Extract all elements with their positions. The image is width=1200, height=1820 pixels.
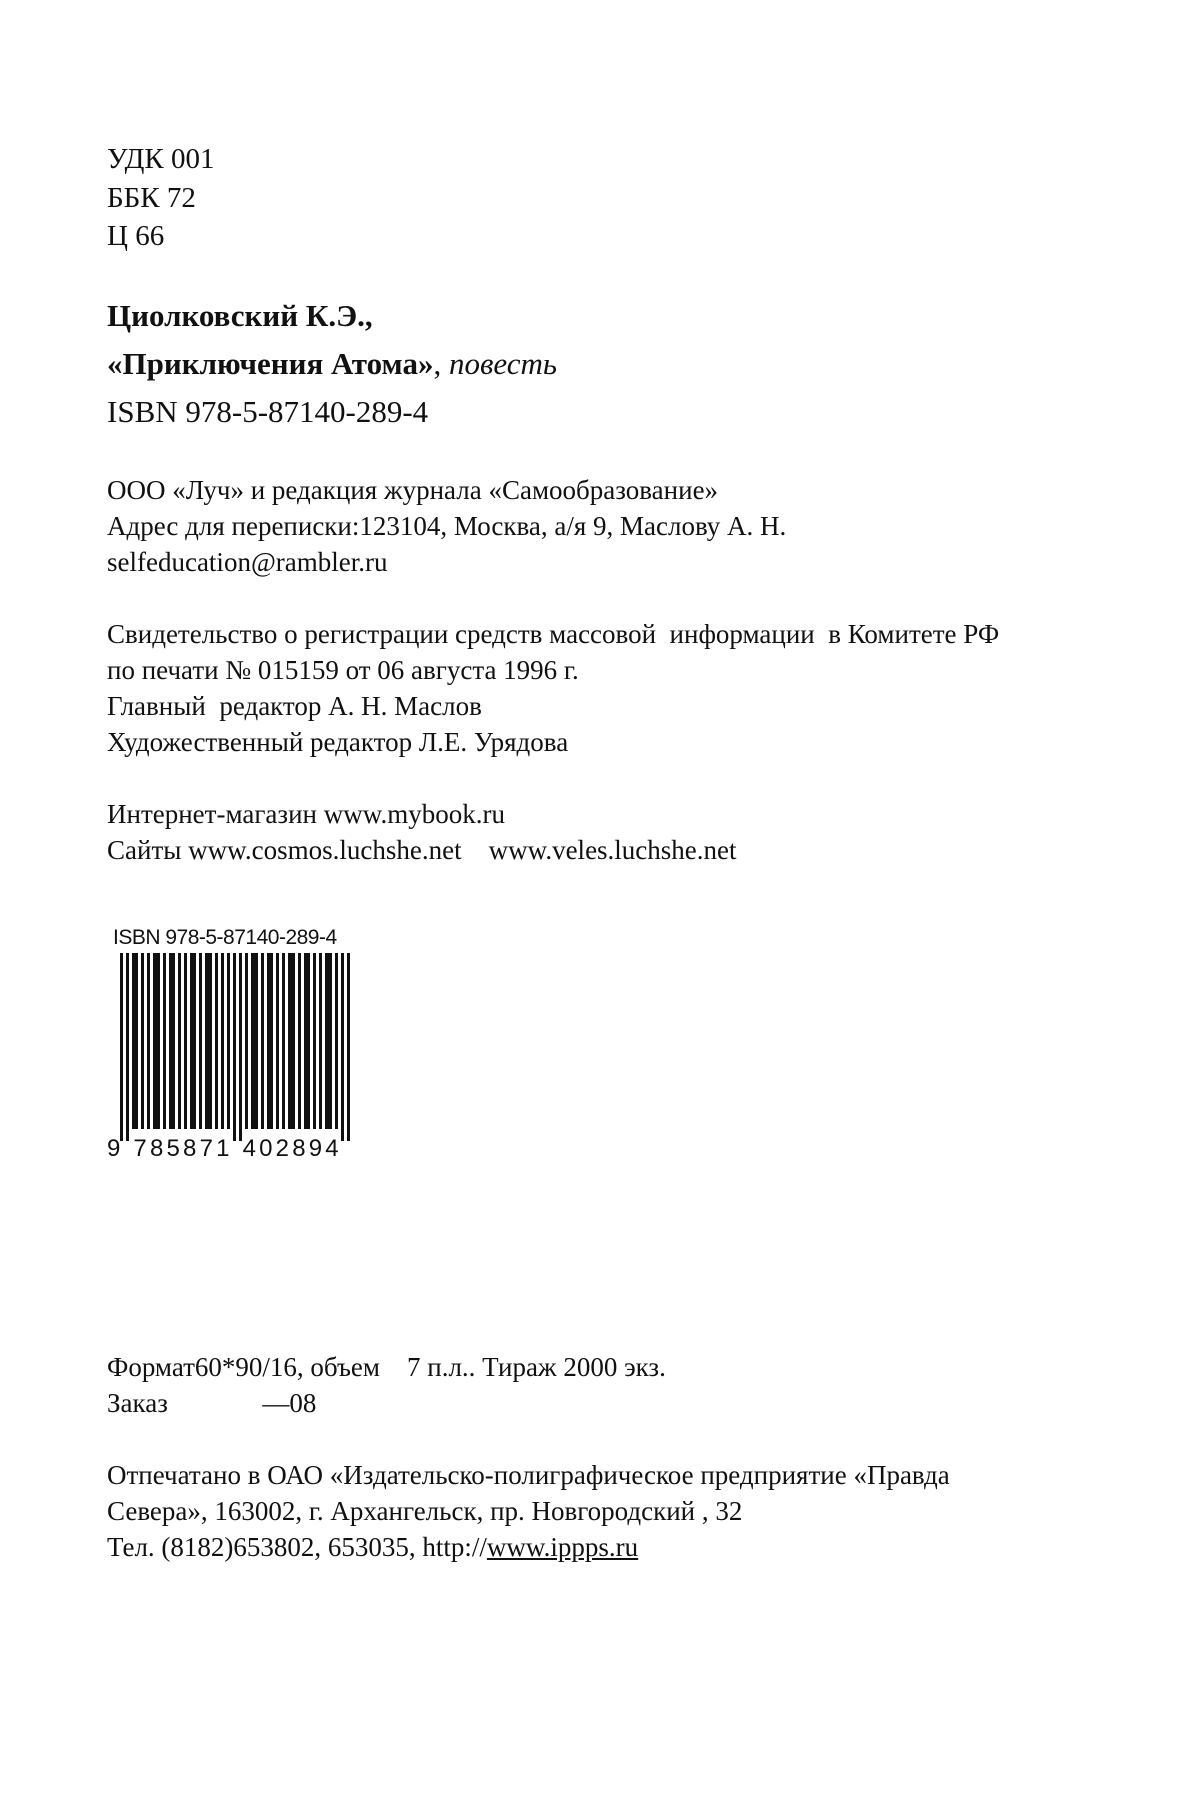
title-block <box>107 292 1127 436</box>
bbk-code: ББК 72 <box>107 181 196 214</box>
printer-phone: Тел. (8182)653802, 653035, http:// <box>107 1532 487 1562</box>
format-block <box>107 1349 1127 1421</box>
printer-contacts <box>107 1529 1127 1565</box>
barcode-bars-icon <box>107 953 377 1141</box>
format-line: Формат60*90/16, объем 7 п.л.. Тираж 2000 экз. <box>107 1352 666 1382</box>
registration-line-1: Свидетельство о регистрации средств массовой информации в Комитете РФ <box>107 618 1000 649</box>
publisher-name: ООО «Луч» и редакция журнала «Самообразование» <box>107 474 719 505</box>
book-genre: повесть <box>448 345 558 381</box>
barcode-isbn-label: ISBN 978-5-87140-289-4 <box>113 926 337 949</box>
book-title-line <box>107 340 1127 388</box>
isbn-barcode <box>107 927 377 1177</box>
classification-codes <box>107 140 1127 256</box>
registration-block <box>107 616 1127 760</box>
printer-website-link[interactable]: www.ippps.ru <box>486 1532 639 1562</box>
websites: Сайты www.cosmos.luchshe.net www.veles.luchshe.net <box>107 834 737 865</box>
isbn-number: ISBN 978-5-87140-289-4 <box>107 393 429 429</box>
printer-block <box>107 1457 1127 1565</box>
barcode-digits: 9 785871 402894 <box>107 1135 342 1162</box>
book-title: «Приключения Атома» <box>107 345 434 381</box>
author-name: Циолковский К.Э., <box>107 297 373 333</box>
print-info <box>107 1349 1127 1565</box>
author-mark: Ц 66 <box>107 220 165 252</box>
order-line: Заказ —08 <box>107 1388 317 1418</box>
publisher-address: Адрес для переписки:123104, Москва, а/я 9, Маслову А. Н. <box>107 510 787 541</box>
printer-line-2: Севера», 163002, г. Архангельск, пр. Новгородский , 32 <box>107 1496 743 1526</box>
publisher-email: selfeducation@rambler.ru <box>107 546 388 577</box>
title-separator: , <box>433 345 442 381</box>
registration-line-2: по печати № 015159 от 06 августа 1996 г. <box>107 654 579 685</box>
online-shop: Интернет-магазин www.mybook.ru <box>107 798 505 829</box>
udk-code: УДК 001 <box>107 143 215 175</box>
art-editor: Художественный редактор Л.Е. Урядова <box>107 726 569 757</box>
imprint-page <box>107 140 1127 868</box>
web-block <box>107 796 1127 868</box>
publisher-block <box>107 472 1127 580</box>
chief-editor: Главный редактор А. Н. Маслов <box>107 690 482 721</box>
printer-line-1: Отпечатано в ОАО «Издательско-полиграфическое предприятие «Правда <box>107 1460 950 1490</box>
